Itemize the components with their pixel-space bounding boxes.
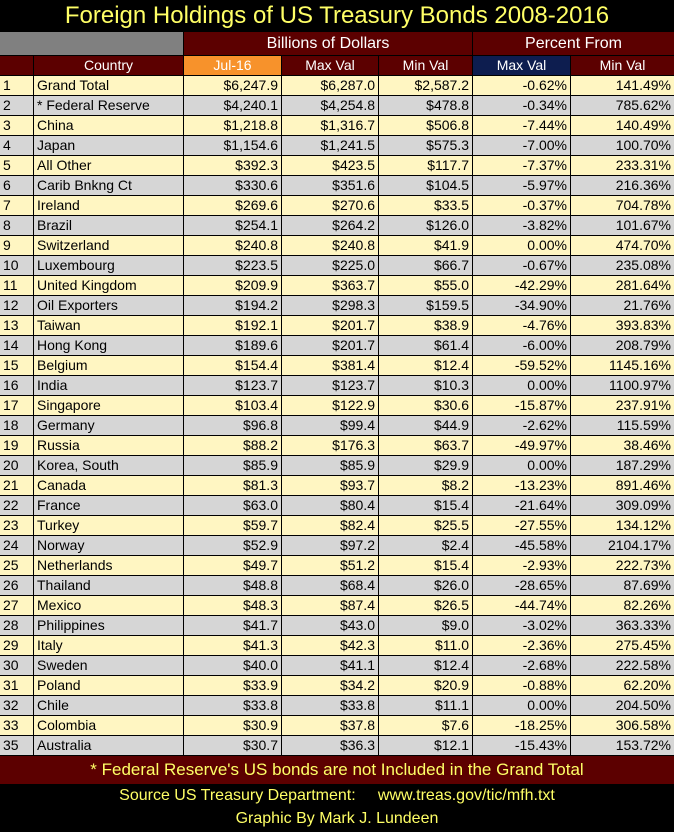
rank-cell: 4 — [0, 136, 34, 156]
country-cell: Ireland — [34, 196, 184, 216]
jul16-cell: $1,218.8 — [184, 116, 282, 136]
min-val-cell: $12.4 — [379, 656, 473, 676]
country-cell: Switzerland — [34, 236, 184, 256]
table-row — [0, 456, 674, 476]
country-cell: India — [34, 376, 184, 396]
min-val-cell: $30.6 — [379, 396, 473, 416]
table-row — [0, 376, 674, 396]
pct-from-min-cell: 222.73% — [571, 556, 674, 576]
rank-cell: 21 — [0, 476, 34, 496]
table-row — [0, 656, 674, 676]
max-val-cell: $381.4 — [282, 356, 379, 376]
jul16-cell: $52.9 — [184, 536, 282, 556]
rank-cell: 7 — [0, 196, 34, 216]
table-row — [0, 476, 674, 496]
max-val-cell: $201.7 — [282, 316, 379, 336]
jul16-cell: $41.7 — [184, 616, 282, 636]
credit-line: Graphic By Mark J. Lundeen — [235, 810, 439, 827]
table-row — [0, 236, 674, 256]
rank-cell: 26 — [0, 576, 34, 596]
max-val-cell: $225.0 — [282, 256, 379, 276]
min-val-cell: $55.0 — [379, 276, 473, 296]
col-header-max-val: Max Val — [282, 56, 379, 76]
max-val-cell: $298.3 — [282, 296, 379, 316]
rank-cell: 5 — [0, 156, 34, 176]
jul16-cell: $49.7 — [184, 556, 282, 576]
pct-from-max-cell: -7.37% — [473, 156, 571, 176]
max-val-cell: $363.7 — [282, 276, 379, 296]
min-val-cell: $8.2 — [379, 476, 473, 496]
jul16-cell: $1,154.6 — [184, 136, 282, 156]
max-val-cell: $351.6 — [282, 176, 379, 196]
min-val-cell: $575.3 — [379, 136, 473, 156]
jul16-cell: $189.6 — [184, 336, 282, 356]
pct-from-max-cell: -2.68% — [473, 656, 571, 676]
country-cell: Carib Bnkng Ct — [34, 176, 184, 196]
footnote: * Federal Reserve's US bonds are not Included in the Grand Total — [0, 756, 674, 784]
pct-from-max-cell: -7.44% — [473, 116, 571, 136]
col-header-pct-max-val: Max Val — [473, 56, 571, 76]
pct-from-min-cell: 216.36% — [571, 176, 674, 196]
table-row — [0, 76, 674, 96]
pct-from-max-cell: 0.00% — [473, 376, 571, 396]
pct-from-min-cell: 2104.17% — [571, 536, 674, 556]
min-val-cell: $10.3 — [379, 376, 473, 396]
rank-cell: 22 — [0, 496, 34, 516]
country-cell: Colombia — [34, 716, 184, 736]
table-row — [0, 176, 674, 196]
country-cell: Belgium — [34, 356, 184, 376]
pct-from-min-cell: 38.46% — [571, 436, 674, 456]
min-val-cell: $26.5 — [379, 596, 473, 616]
table-row — [0, 196, 674, 216]
pct-from-max-cell: 0.00% — [473, 236, 571, 256]
table-row — [0, 616, 674, 636]
country-cell: Turkey — [34, 516, 184, 536]
min-val-cell: $41.9 — [379, 236, 473, 256]
pct-from-max-cell: -0.88% — [473, 676, 571, 696]
pct-from-min-cell: 208.79% — [571, 336, 674, 356]
pct-from-max-cell: -3.02% — [473, 616, 571, 636]
jul16-cell: $223.5 — [184, 256, 282, 276]
pct-from-min-cell: 363.33% — [571, 616, 674, 636]
rank-cell: 18 — [0, 416, 34, 436]
column-header-row — [0, 56, 674, 76]
pct-from-max-cell: -28.65% — [473, 576, 571, 596]
max-val-cell: $42.3 — [282, 636, 379, 656]
max-val-cell: $34.2 — [282, 676, 379, 696]
pct-from-min-cell: 1100.97% — [571, 376, 674, 396]
pct-from-min-cell: 309.09% — [571, 496, 674, 516]
jul16-cell: $88.2 — [184, 436, 282, 456]
country-cell: Poland — [34, 676, 184, 696]
pct-from-max-cell: -5.97% — [473, 176, 571, 196]
pct-from-min-cell: 134.12% — [571, 516, 674, 536]
table-body — [0, 76, 674, 756]
pct-from-min-cell: 785.62% — [571, 96, 674, 116]
min-val-cell: $12.4 — [379, 356, 473, 376]
jul16-cell: $85.9 — [184, 456, 282, 476]
pct-from-min-cell: 281.64% — [571, 276, 674, 296]
min-val-cell: $11.1 — [379, 696, 473, 716]
table-row — [0, 536, 674, 556]
pct-from-min-cell: 235.08% — [571, 256, 674, 276]
max-val-cell: $43.0 — [282, 616, 379, 636]
pct-from-max-cell: -13.23% — [473, 476, 571, 496]
max-val-cell: $41.1 — [282, 656, 379, 676]
pct-from-max-cell: -59.52% — [473, 356, 571, 376]
pct-from-max-cell: 0.00% — [473, 696, 571, 716]
jul16-cell: $209.9 — [184, 276, 282, 296]
min-val-cell: $7.6 — [379, 716, 473, 736]
min-val-cell: $478.8 — [379, 96, 473, 116]
min-val-cell: $44.9 — [379, 416, 473, 436]
jul16-cell: $96.8 — [184, 416, 282, 436]
max-val-cell: $264.2 — [282, 216, 379, 236]
max-val-cell: $85.9 — [282, 456, 379, 476]
max-val-cell: $270.6 — [282, 196, 379, 216]
table-row — [0, 716, 674, 736]
country-cell: France — [34, 496, 184, 516]
pct-from-max-cell: -0.67% — [473, 256, 571, 276]
min-val-cell: $2.4 — [379, 536, 473, 556]
pct-from-min-cell: 1145.16% — [571, 356, 674, 376]
pct-from-min-cell: 100.70% — [571, 136, 674, 156]
pct-from-min-cell: 237.91% — [571, 396, 674, 416]
pct-from-max-cell: -45.58% — [473, 536, 571, 556]
rank-cell: 11 — [0, 276, 34, 296]
table-row — [0, 436, 674, 456]
min-val-cell: $61.4 — [379, 336, 473, 356]
max-val-cell: $99.4 — [282, 416, 379, 436]
table-row — [0, 396, 674, 416]
pct-from-min-cell: 393.83% — [571, 316, 674, 336]
pct-from-max-cell: -2.62% — [473, 416, 571, 436]
min-val-cell: $117.7 — [379, 156, 473, 176]
table-row — [0, 736, 674, 756]
table-row — [0, 96, 674, 116]
table-row — [0, 496, 674, 516]
rank-cell: 2 — [0, 96, 34, 116]
max-val-cell: $4,254.8 — [282, 96, 379, 116]
pct-from-min-cell: 140.49% — [571, 116, 674, 136]
rank-cell: 8 — [0, 216, 34, 236]
pct-from-min-cell: 62.20% — [571, 676, 674, 696]
rank-cell: 9 — [0, 236, 34, 256]
table-row — [0, 256, 674, 276]
group-header-row — [0, 32, 674, 56]
table-row — [0, 576, 674, 596]
max-val-cell: $240.8 — [282, 236, 379, 256]
min-val-cell: $126.0 — [379, 216, 473, 236]
max-val-cell: $1,316.7 — [282, 116, 379, 136]
jul16-cell: $392.3 — [184, 156, 282, 176]
country-cell: China — [34, 116, 184, 136]
col-header-min-val: Min Val — [379, 56, 473, 76]
table-row — [0, 516, 674, 536]
max-val-cell: $6,287.0 — [282, 76, 379, 96]
max-val-cell: $37.8 — [282, 716, 379, 736]
table-row — [0, 296, 674, 316]
rank-cell: 31 — [0, 676, 34, 696]
min-val-cell: $29.9 — [379, 456, 473, 476]
table-row — [0, 336, 674, 356]
pct-from-min-cell: 233.31% — [571, 156, 674, 176]
pct-from-max-cell: -34.90% — [473, 296, 571, 316]
jul16-cell: $192.1 — [184, 316, 282, 336]
min-val-cell: $2,587.2 — [379, 76, 473, 96]
jul16-cell: $103.4 — [184, 396, 282, 416]
rank-cell: 1 — [0, 76, 34, 96]
country-cell: Russia — [34, 436, 184, 456]
min-val-cell: $15.4 — [379, 556, 473, 576]
table-row — [0, 156, 674, 176]
country-cell: * Federal Reserve — [34, 96, 184, 116]
country-cell: Sweden — [34, 656, 184, 676]
col-header-country: Country — [34, 56, 184, 76]
jul16-cell: $6,247.9 — [184, 76, 282, 96]
country-cell: Thailand — [34, 576, 184, 596]
country-cell: Japan — [34, 136, 184, 156]
pct-from-min-cell: 891.46% — [571, 476, 674, 496]
country-cell: United Kingdom — [34, 276, 184, 296]
pct-from-min-cell: 87.69% — [571, 576, 674, 596]
rank-cell: 28 — [0, 616, 34, 636]
rank-cell: 23 — [0, 516, 34, 536]
max-val-cell: $201.7 — [282, 336, 379, 356]
jul16-cell: $33.8 — [184, 696, 282, 716]
country-cell: Netherlands — [34, 556, 184, 576]
jul16-cell: $41.3 — [184, 636, 282, 656]
max-val-cell: $97.2 — [282, 536, 379, 556]
jul16-cell: $59.7 — [184, 516, 282, 536]
pct-from-max-cell: -7.00% — [473, 136, 571, 156]
jul16-cell: $30.9 — [184, 716, 282, 736]
country-cell: All Other — [34, 156, 184, 176]
pct-from-max-cell: -6.00% — [473, 336, 571, 356]
country-cell: Luxembourg — [34, 256, 184, 276]
rank-cell: 14 — [0, 336, 34, 356]
min-val-cell: $15.4 — [379, 496, 473, 516]
country-cell: Australia — [34, 736, 184, 756]
country-cell: Singapore — [34, 396, 184, 416]
jul16-cell: $154.4 — [184, 356, 282, 376]
pct-from-min-cell: 115.59% — [571, 416, 674, 436]
pct-from-min-cell: 704.78% — [571, 196, 674, 216]
jul16-cell: $123.7 — [184, 376, 282, 396]
rank-cell: 25 — [0, 556, 34, 576]
country-cell: Hong Kong — [34, 336, 184, 356]
jul16-cell: $269.6 — [184, 196, 282, 216]
source-line — [0, 785, 674, 807]
rank-cell: 13 — [0, 316, 34, 336]
table-row — [0, 316, 674, 336]
pct-from-min-cell: 153.72% — [571, 736, 674, 756]
min-val-cell: $66.7 — [379, 256, 473, 276]
table-row — [0, 276, 674, 296]
jul16-cell: $330.6 — [184, 176, 282, 196]
max-val-cell: $176.3 — [282, 436, 379, 456]
table-row — [0, 136, 674, 156]
rank-cell: 27 — [0, 596, 34, 616]
table-row — [0, 416, 674, 436]
pct-from-max-cell: -0.34% — [473, 96, 571, 116]
pct-from-max-cell: -0.62% — [473, 76, 571, 96]
jul16-cell: $40.0 — [184, 656, 282, 676]
min-val-cell: $26.0 — [379, 576, 473, 596]
table-row — [0, 596, 674, 616]
pct-from-max-cell: -49.97% — [473, 436, 571, 456]
max-val-cell: $33.8 — [282, 696, 379, 716]
pct-from-min-cell: 275.45% — [571, 636, 674, 656]
min-val-cell: $20.9 — [379, 676, 473, 696]
rank-cell: 20 — [0, 456, 34, 476]
col-header-pct-min-val: Min Val — [571, 56, 674, 76]
rank-cell: 12 — [0, 296, 34, 316]
jul16-cell: $81.3 — [184, 476, 282, 496]
pct-from-max-cell: -0.37% — [473, 196, 571, 216]
jul16-cell: $254.1 — [184, 216, 282, 236]
pct-from-min-cell: 141.49% — [571, 76, 674, 96]
source-label: Source US Treasury Department: — [119, 787, 356, 804]
rank-cell: 24 — [0, 536, 34, 556]
country-cell: Oil Exporters — [34, 296, 184, 316]
group-header-blank — [0, 32, 184, 56]
country-cell: Taiwan — [34, 316, 184, 336]
jul16-cell: $30.7 — [184, 736, 282, 756]
max-val-cell: $80.4 — [282, 496, 379, 516]
rank-cell: 3 — [0, 116, 34, 136]
rank-cell: 29 — [0, 636, 34, 656]
jul16-cell: $4,240.1 — [184, 96, 282, 116]
table-row — [0, 696, 674, 716]
pct-from-min-cell: 204.50% — [571, 696, 674, 716]
max-val-cell: $93.7 — [282, 476, 379, 496]
table-row — [0, 356, 674, 376]
jul16-cell: $33.9 — [184, 676, 282, 696]
jul16-cell: $240.8 — [184, 236, 282, 256]
pct-from-max-cell: -44.74% — [473, 596, 571, 616]
jul16-cell: $63.0 — [184, 496, 282, 516]
country-cell: Mexico — [34, 596, 184, 616]
max-val-cell: $68.4 — [282, 576, 379, 596]
max-val-cell: $1,241.5 — [282, 136, 379, 156]
country-cell: Canada — [34, 476, 184, 496]
table-row — [0, 216, 674, 236]
rank-cell: 16 — [0, 376, 34, 396]
pct-from-max-cell: -15.87% — [473, 396, 571, 416]
pct-from-min-cell: 306.58% — [571, 716, 674, 736]
pct-from-min-cell: 82.26% — [571, 596, 674, 616]
rank-cell: 10 — [0, 256, 34, 276]
pct-from-min-cell: 101.67% — [571, 216, 674, 236]
pct-from-max-cell: -15.43% — [473, 736, 571, 756]
pct-from-max-cell: -21.64% — [473, 496, 571, 516]
chart-title: Foreign Holdings of US Treasury Bonds 2008-2016 — [64, 2, 610, 29]
pct-from-max-cell: 0.00% — [473, 456, 571, 476]
pct-from-min-cell: 474.70% — [571, 236, 674, 256]
rank-cell: 17 — [0, 396, 34, 416]
min-val-cell: $33.5 — [379, 196, 473, 216]
jul16-cell: $48.8 — [184, 576, 282, 596]
country-cell: Italy — [34, 636, 184, 656]
min-val-cell: $63.7 — [379, 436, 473, 456]
pct-from-max-cell: -3.82% — [473, 216, 571, 236]
pct-from-max-cell: -27.55% — [473, 516, 571, 536]
pct-from-min-cell: 187.29% — [571, 456, 674, 476]
rank-cell: 35 — [0, 736, 34, 756]
rank-cell: 19 — [0, 436, 34, 456]
pct-from-min-cell: 21.76% — [571, 296, 674, 316]
pct-from-max-cell: -2.36% — [473, 636, 571, 656]
max-val-cell: $36.3 — [282, 736, 379, 756]
min-val-cell: $11.0 — [379, 636, 473, 656]
country-cell: Chile — [34, 696, 184, 716]
max-val-cell: $123.7 — [282, 376, 379, 396]
col-header-rank — [0, 56, 34, 76]
country-cell: Brazil — [34, 216, 184, 236]
rank-cell: 33 — [0, 716, 34, 736]
max-val-cell: $51.2 — [282, 556, 379, 576]
rank-cell: 30 — [0, 656, 34, 676]
min-val-cell: $25.5 — [379, 516, 473, 536]
country-cell: Korea, South — [34, 456, 184, 476]
min-val-cell: $12.1 — [379, 736, 473, 756]
country-cell: Germany — [34, 416, 184, 436]
max-val-cell: $122.9 — [282, 396, 379, 416]
col-header-jul16: Jul-16 — [184, 56, 282, 76]
jul16-cell: $48.3 — [184, 596, 282, 616]
rank-cell: 15 — [0, 356, 34, 376]
min-val-cell: $104.5 — [379, 176, 473, 196]
pct-from-min-cell: 222.58% — [571, 656, 674, 676]
group-header-percent: Percent From — [473, 32, 674, 56]
jul16-cell: $194.2 — [184, 296, 282, 316]
min-val-cell: $159.5 — [379, 296, 473, 316]
pct-from-max-cell: -2.93% — [473, 556, 571, 576]
country-cell: Grand Total — [34, 76, 184, 96]
max-val-cell: $423.5 — [282, 156, 379, 176]
pct-from-max-cell: -4.76% — [473, 316, 571, 336]
table-row — [0, 636, 674, 656]
country-cell: Norway — [34, 536, 184, 556]
table-row — [0, 556, 674, 576]
table-row — [0, 116, 674, 136]
max-val-cell: $87.4 — [282, 596, 379, 616]
country-cell: Philippines — [34, 616, 184, 636]
pct-from-max-cell: -18.25% — [473, 716, 571, 736]
rank-cell: 6 — [0, 176, 34, 196]
min-val-cell: $9.0 — [379, 616, 473, 636]
table-row — [0, 676, 674, 696]
rank-cell: 32 — [0, 696, 34, 716]
source-url: www.treas.gov/tic/mfh.txt — [377, 787, 555, 804]
max-val-cell: $82.4 — [282, 516, 379, 536]
min-val-cell: $506.8 — [379, 116, 473, 136]
group-header-billions: Billions of Dollars — [184, 32, 473, 56]
min-val-cell: $38.9 — [379, 316, 473, 336]
pct-from-max-cell: -42.29% — [473, 276, 571, 296]
